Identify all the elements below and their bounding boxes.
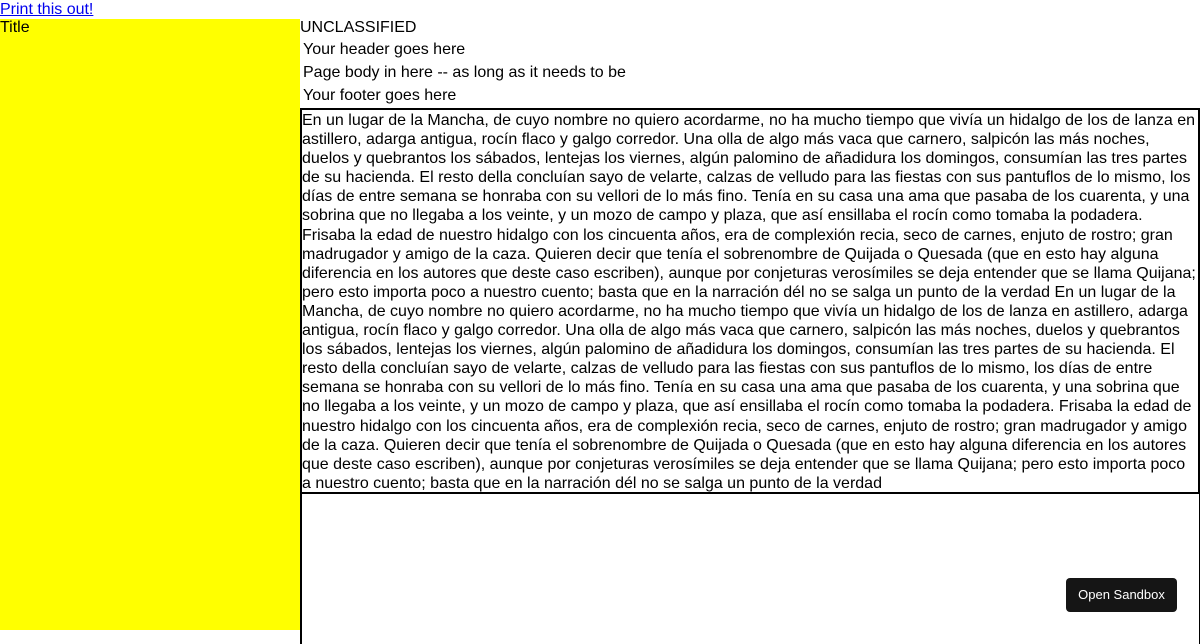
footer-placeholder: Your footer goes here bbox=[303, 87, 457, 104]
content-text: En un lugar de la Mancha, de cuyo nombre no quiero acordarme, no ha mucho tiempo que vivía un hidalgo de los de lanza en astillero, adarga antigua, rocín flaco y galgo corredor. Una olla de algo más vaca que carnero, salpicón las más noches, duelos y quebrantos los sábados, lentejas los viernes, algún palomino de añadidura los domingos, consumían las tres partes de su hacienda. El resto della concluían sayo de velarte, calzas de velludo para las fiestas con sus pantuflos de lo mismo, los días de entre semana se honraba con su vellori de lo más fino. Tenía en su casa una ama que pasaba de los cuarenta, y una sobrina que no llegaba a los veinte, y un mozo de campo y plaza, que así ensillaba el rocín como tomaba la podadera. Frisaba la edad de nuestro hidalgo con los cincuenta años, era de complexión recia, seco de carnes, enjuto de rostro; gran madrugador y amigo de la caza. Quieren decir que tenía el sobrenombre de Quijada o Quesada (que en esto hay alguna diferencia en los autores que deste caso escriben), aunque por conjeturas verosímiles se deja entender que se llama Quijana; pero esto importa poco a nuestro cuento; basta que en la narración dél no se salga un punto de la verdad En un lugar de la Mancha, de cuyo nombre no quiero acordarme, no ha mucho tiempo que vivía un hidalgo de los de lanza en astillero, adarga antigua, rocín flaco y galgo corredor. Una olla de algo más vaca que carnero, salpicón las más noches, duelos y quebrantos los sábados, lentejas los viernes, algún palomino de añadidura los domingos, consumían las tres partes de su hacienda. El resto della concluían sayo de velarte, calzas de velludo para las fiestas con sus pantuflos de lo mismo, los días de entre semana se honraba con su vellori de lo más fino. Tenía en su casa una ama que pasaba de los cuarenta, y una sobrina que no llegaba a los veinte, y un mozo de campo y plaza, que así ensillaba el rocín como tomaba la podadera. Frisaba la edad de nuestro hidalgo con los cincuenta años, era de complexión recia, seco de carnes, enjuto de rostro; gran madrugador y amigo de la caza. Quieren decir que tenía el sobrenombre de Quijada o Quesada (que en esto hay alguna diferencia en los autores que deste caso escriben), aunque por conjeturas verosímiles se deja entender que se llama Quijana; pero esto importa poco a nuestro cuento; basta que en la narración dél no se salga un punto de la verdad bbox=[302, 112, 1196, 492]
content-box bbox=[300, 108, 1200, 494]
sidebar bbox=[0, 19, 300, 630]
print-link[interactable]: Print this out! bbox=[0, 1, 94, 18]
open-sandbox-button[interactable]: Open Sandbox bbox=[1066, 578, 1177, 612]
sidebar-title: Title bbox=[0, 19, 30, 36]
main-content bbox=[300, 19, 1200, 630]
header-placeholder: Your header goes here bbox=[303, 41, 466, 58]
classification-label: UNCLASSIFIED bbox=[300, 19, 417, 36]
lower-frame bbox=[300, 492, 1200, 644]
body-placeholder: Page body in here -- as long as it needs to be bbox=[303, 64, 626, 81]
